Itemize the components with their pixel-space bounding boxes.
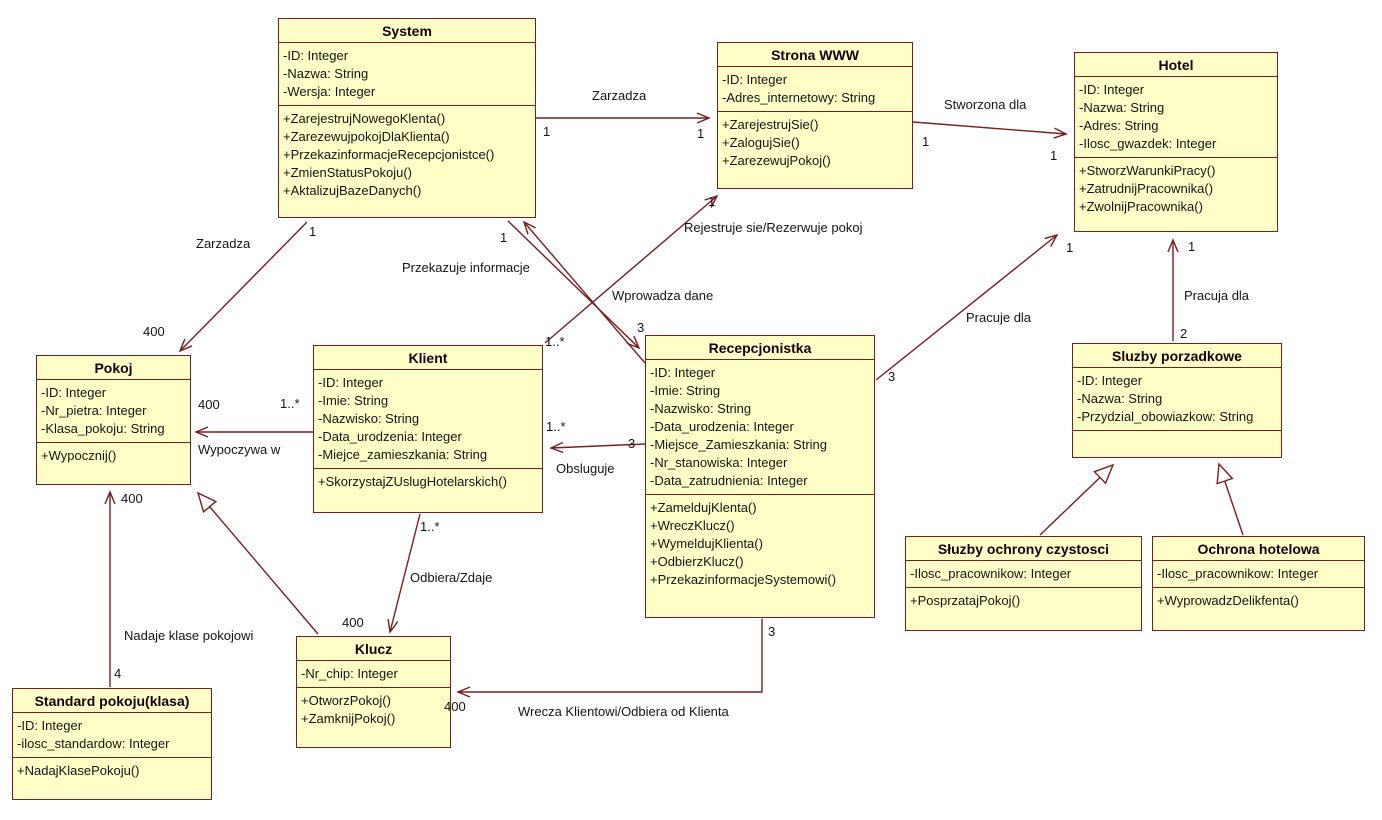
edge-label-recepcjonistka-hotel: Pracuje dla xyxy=(966,310,1032,325)
edge-label-recepcjonistka-system: Przekazuje informacje xyxy=(402,260,530,275)
mult-recepcjonistka-klucz-target: 400 xyxy=(444,699,466,714)
class-standard-pokoju-attributes xyxy=(13,713,211,758)
edge-label-recepcjonistka-klucz: Wrecza Klientowi/Odbiera od Klienta xyxy=(518,704,729,719)
method: +ZwolnijPracownika() xyxy=(1079,199,1203,214)
attribute: -Imie: String xyxy=(650,383,721,398)
mult-system-www-target: 1 xyxy=(697,126,705,141)
class-pokoj-title: Pokoj xyxy=(37,356,190,380)
edge-label-klient-www: Rejestruje sie/Rezerwuje pokoj xyxy=(684,220,863,235)
edge-label-sluzby-hotel: Pracuja dla xyxy=(1184,288,1250,303)
class-ochrona-hotelowa-attributes xyxy=(1153,561,1364,588)
method: +PrzekazinformacjeSystemowi() xyxy=(650,572,837,587)
method: +ZameldujKlenta() xyxy=(650,500,757,515)
mult-system-pokoj-source: 1 xyxy=(309,224,317,239)
attribute: -ID: Integer xyxy=(1079,82,1145,97)
attribute: -Data_urodzenia: Integer xyxy=(318,429,462,444)
edge-system-recepcjonistka[interactable] xyxy=(508,221,639,348)
mult-standard-pokoj-source: 4 xyxy=(114,666,122,681)
edge-czystosci-sluzby-generalization[interactable] xyxy=(1040,465,1113,535)
method: +WyprowadzDelikfenta() xyxy=(1157,593,1299,608)
mult-klient-klucz-target: 400 xyxy=(342,615,364,630)
mult-system-recepcjonistka-target: 3 xyxy=(637,320,645,335)
class-klucz-title: Klucz xyxy=(297,637,450,661)
method: +OdbierzKlucz() xyxy=(650,554,744,569)
class-system-title: System xyxy=(279,19,535,43)
class-standard-pokoju-title: Standard pokoju(klasa) xyxy=(13,689,211,713)
method: +PrzekazinformacjeRecepcjonistce() xyxy=(283,147,495,162)
class-sluzby-porzadkowe[interactable] xyxy=(1072,343,1282,458)
class-pokoj-methods xyxy=(37,443,190,484)
edge-label-system-www: Zarzadza xyxy=(592,88,647,103)
method: +ZarejestrujNowegoKlenta() xyxy=(283,111,446,126)
mult-www-hotel-target: 1 xyxy=(1050,148,1058,163)
class-sluzby-ochrony-czystosci-title: Słuzby ochrony czystosci xyxy=(906,537,1141,561)
attribute: -Nazwisko: String xyxy=(318,411,420,426)
attribute: -Przydzial_obowiazkow: String xyxy=(1077,409,1254,424)
class-hotel-title: Hotel xyxy=(1075,53,1277,77)
attribute: -ID: Integer xyxy=(722,72,788,87)
class-hotel-attributes xyxy=(1075,77,1277,158)
attribute: -Wersja: Integer xyxy=(283,84,376,99)
mult-www-hotel-source: 1 xyxy=(922,134,930,149)
attribute: -Nr_stanowiska: Integer xyxy=(650,455,788,470)
method: +ZamknijPokoj() xyxy=(301,711,396,726)
method: +ZatrudnijPracownika() xyxy=(1079,181,1214,196)
edge-klient-www[interactable] xyxy=(545,196,717,343)
attribute: -ID: Integer xyxy=(41,385,107,400)
method: +SkorzystajZUslugHotelarskich() xyxy=(318,474,507,489)
attribute: -Imie: String xyxy=(318,393,389,408)
method: +NadajKlasePokoju() xyxy=(17,763,140,778)
class-pokoj[interactable] xyxy=(36,355,191,485)
mult-sluzby-hotel-target: 1 xyxy=(1188,239,1196,254)
method: +WreczKlucz() xyxy=(650,518,735,533)
mult-recepcjonistka-system-target: 1 xyxy=(500,230,508,245)
edge-label-system-pokoj: Zarzadza xyxy=(196,236,251,251)
class-hotel-methods xyxy=(1075,158,1277,231)
class-recepcjonistka-methods xyxy=(646,495,874,617)
edge-label-www-hotel: Stworzona dla xyxy=(944,97,1027,112)
edge-klucz-pokoj-generalization[interactable] xyxy=(198,493,318,634)
edge-recepcjonistka-klucz[interactable] xyxy=(458,619,762,692)
class-ochrona-hotelowa-title: Ochrona hotelowa xyxy=(1153,537,1364,561)
class-system-methods xyxy=(279,106,535,217)
mult-standard-pokoj-target: 400 xyxy=(121,491,143,506)
class-klucz[interactable] xyxy=(296,636,451,748)
class-standard-pokoju[interactable] xyxy=(12,688,212,800)
method: +StworzWarunkiPracy() xyxy=(1079,163,1216,178)
mult-sluzby-hotel-source: 2 xyxy=(1180,326,1188,341)
edge-label-klient-pokoj: Wypoczywa w xyxy=(198,442,281,457)
mult-klient-www-source: 1..* xyxy=(545,334,565,349)
method: +OtworzPokoj() xyxy=(301,693,391,708)
class-klient[interactable] xyxy=(313,345,543,513)
class-strona-www[interactable] xyxy=(717,42,913,189)
attribute: -Nazwisko: String xyxy=(650,401,752,416)
attribute: -Ilosc_pracownikow: Integer xyxy=(1157,566,1319,581)
class-strona-www-title: Strona WWW xyxy=(718,43,912,67)
mult-recepcjonistka-klucz-source: 3 xyxy=(768,624,776,639)
class-strona-www-attributes xyxy=(718,67,912,112)
class-ochrona-hotelowa-methods xyxy=(1153,588,1364,630)
class-klient-methods xyxy=(314,469,542,512)
edge-label-klient-klucz: Odbiera/Zdaje xyxy=(410,570,493,585)
class-recepcjonistka-attributes xyxy=(646,360,874,495)
class-sluzby-porzadkowe-methods xyxy=(1073,431,1281,457)
mult-recepcjonistka-hotel-target: 1 xyxy=(1066,240,1074,255)
method: +AktalizujBazeDanych() xyxy=(283,183,422,198)
attribute: -ilosc_standardow: Integer xyxy=(17,736,170,751)
class-sluzby-porzadkowe-title: Sluzby porzadkowe xyxy=(1073,344,1281,368)
edge-recepcjonistka-hotel[interactable] xyxy=(876,235,1057,380)
attribute: -Nazwa: String xyxy=(283,66,369,81)
class-system-attributes xyxy=(279,43,535,106)
class-sluzby-ochrony-czystosci-attributes xyxy=(906,561,1141,588)
attribute: -Ilosc_pracownikow: Integer xyxy=(910,566,1072,581)
method: +ZmienStatusPokoju() xyxy=(283,165,412,180)
method: +ZalogujSie() xyxy=(722,135,800,150)
attribute: -ID: Integer xyxy=(1077,373,1143,388)
attribute: -Adres: String xyxy=(1079,118,1159,133)
attribute: -Data_urodzenia: Integer xyxy=(650,419,794,434)
attribute: -Miejce_zamieszkania: String xyxy=(318,447,488,462)
class-klient-title: Klient xyxy=(314,346,542,370)
method: +ZarejestrujSie() xyxy=(722,117,819,132)
method: +ZarezewujpokojDlaKlienta() xyxy=(283,129,450,144)
edge-ochrona-sluzby-generalization[interactable] xyxy=(1219,464,1243,535)
edge-label-standard-pokoj: Nadaje klase pokojowi xyxy=(124,628,254,643)
method: +WymeldujKlienta() xyxy=(650,536,763,551)
attribute: -ID: Integer xyxy=(283,48,349,63)
class-sluzby-ochrony-czystosci[interactable] xyxy=(905,536,1142,631)
attribute: -Klasa_pokoju: String xyxy=(41,421,165,436)
class-standard-pokoju-methods xyxy=(13,758,211,799)
class-strona-www-methods xyxy=(718,112,912,188)
class-ochrona-hotelowa[interactable] xyxy=(1152,536,1365,631)
class-klient-attributes xyxy=(314,370,542,469)
mult-recepcjonistka-klient-target: 1..* xyxy=(546,419,566,434)
edge-label-recepcjonistka-klient: Obsluguje xyxy=(556,461,615,476)
attribute: -Miejsce_Zamieszkania: String xyxy=(650,437,828,452)
attribute: -ID: Integer xyxy=(318,375,384,390)
attribute: -Nr_pietra: Integer xyxy=(41,403,147,418)
mult-klient-klucz-source: 1..* xyxy=(420,519,440,534)
method: +ZarezewujPokoj() xyxy=(722,153,831,168)
attribute: -Ilosc_gwazdek: Integer xyxy=(1079,136,1217,151)
mult-recepcjonistka-klient-source: 3 xyxy=(628,436,636,451)
class-sluzby-porzadkowe-attributes xyxy=(1073,368,1281,431)
class-recepcjonistka-title: Recepcjonistka xyxy=(646,336,874,360)
method: +PosprzatajPokoj() xyxy=(910,593,1021,608)
mult-system-www-source: 1 xyxy=(543,124,551,139)
attribute: -Nazwa: String xyxy=(1077,391,1163,406)
class-sluzby-ochrony-czystosci-methods xyxy=(906,588,1141,630)
attribute: -Adres_internetowy: String xyxy=(722,90,876,105)
class-pokoj-attributes xyxy=(37,380,190,443)
attribute: -Nazwa: String xyxy=(1079,100,1165,115)
mult-recepcjonistka-hotel-source: 3 xyxy=(888,369,896,384)
edge-www-hotel[interactable] xyxy=(913,122,1066,134)
attribute: -Data_zatrudnienia: Integer xyxy=(650,473,808,488)
class-klucz-methods xyxy=(297,688,450,747)
class-klucz-attributes xyxy=(297,661,450,688)
class-recepcjonistka[interactable] xyxy=(645,335,875,618)
class-hotel[interactable] xyxy=(1074,52,1278,232)
mult-klient-pokoj-source: 1..* xyxy=(280,396,300,411)
mult-klient-www-target: 1 xyxy=(708,194,716,209)
edge-label-system-recepcjonistka: Wprowadza dane xyxy=(612,288,714,303)
attribute: -ID: Integer xyxy=(650,365,716,380)
mult-system-pokoj-target: 400 xyxy=(143,324,165,339)
mult-klient-pokoj-target: 400 xyxy=(198,397,220,412)
class-system[interactable] xyxy=(278,18,536,218)
attribute: -ID: Integer xyxy=(17,718,83,733)
attribute: -Nr_chip: Integer xyxy=(301,666,398,681)
method: +Wypocznij() xyxy=(41,448,117,463)
